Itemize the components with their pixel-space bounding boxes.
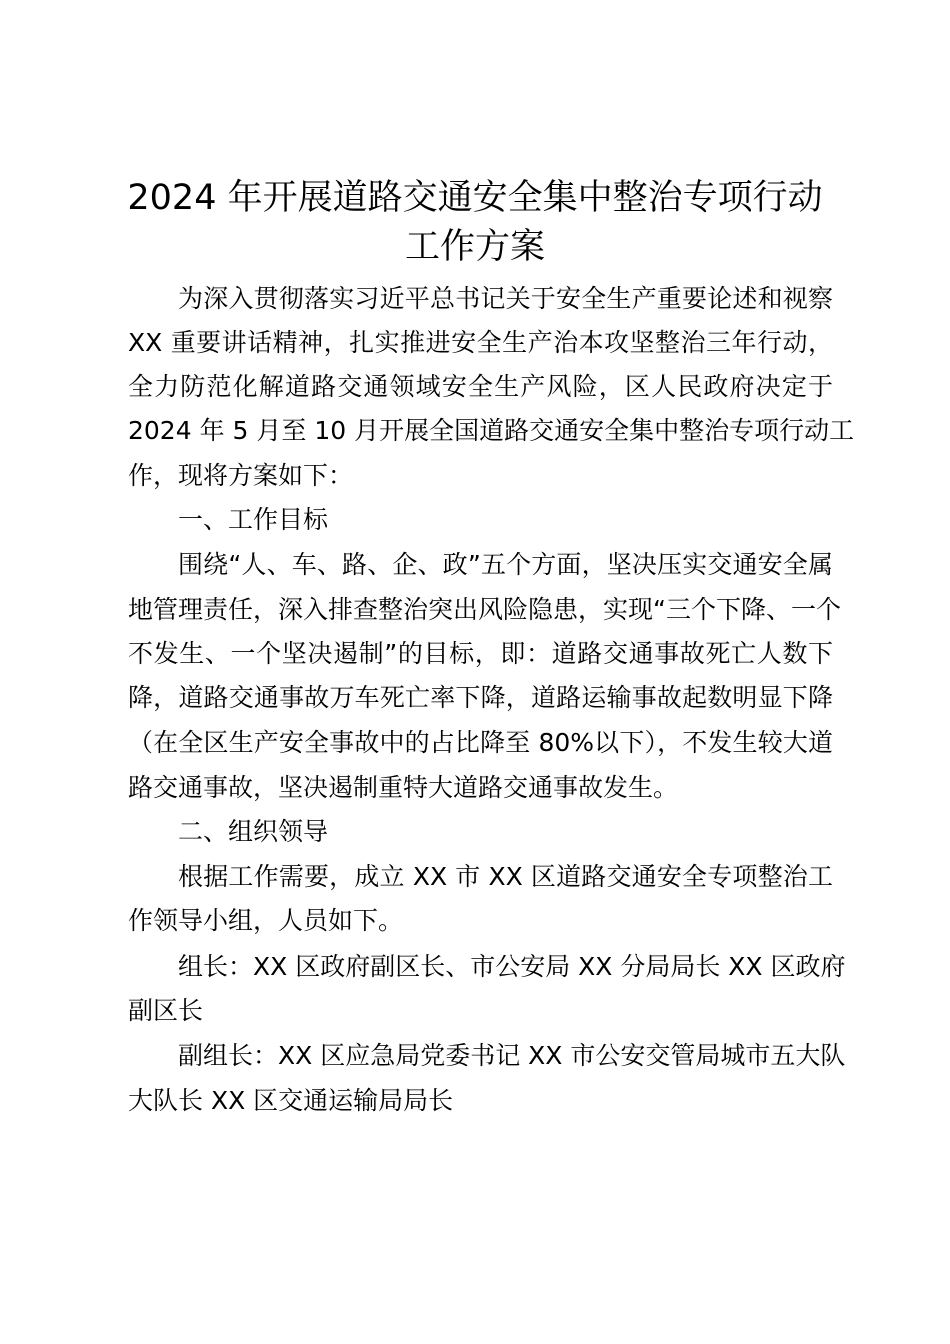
paragraph-goal-line: 不发生、一个坚决遏制”的目标，即：道路交通事故死亡人数下 [128,639,833,668]
paragraph-goal-line: 围绕“人、车、路、企、政”五个方面，坚决压实交通安全属 [178,550,833,579]
document-title-line-1: 2024 年开展道路交通安全集中整治专项行动 [127,178,823,218]
paragraph-intro-line: 为深入贯彻落实习近平总书记关于安全生产重要论述和视察 [178,284,833,313]
paragraph-intro-line: XX 重要讲话精神，扎实推进安全生产治本攻坚整治三年行动， [128,328,833,357]
paragraph-goal-line: 路交通事故，坚决遏制重特大道路交通事故发生。 [128,773,679,802]
paragraph-organization-line: 根据工作需要，成立 XX 市 XX 区道路交通安全专项整治工 [178,862,833,891]
paragraph-intro-line: 2024 年 5 月至 10 月开展全国道路交通安全集中整治专项行动工 [128,416,855,445]
paragraph-goal-line: 降，道路交通事故万车死亡率下降，道路运输事故起数明显下降 [128,683,833,712]
paragraph-goal-line: 地管理责任，深入排查整治突出风险隐患，实现“三个下降、一个 [128,595,841,624]
document-title-line-2: 工作方案 [404,227,545,267]
paragraph-goal-line: （在全区生产安全事故中的占比降至 80%以下），不发生较大道 [128,728,833,757]
section-heading-organization: 二、组织领导 [178,817,329,846]
paragraph-deputy-leader-line: 大队长 XX 区交通运输局局长 [128,1086,454,1115]
paragraph-intro-line: 全力防范化解道路交通领域安全生产风险，区人民政府决定于 [128,372,833,401]
section-heading-work-goal: 一、工作目标 [178,505,329,534]
paragraph-leader-line: 组长：XX 区政府副区长、市公安局 XX 分局局长 XX 区政府 [178,952,846,981]
paragraph-deputy-leader-line: 副组长：XX 区应急局党委书记 XX 市公安交管局城市五大队 [178,1041,846,1070]
paragraph-intro-line: 作，现将方案如下： [128,461,354,490]
paragraph-leader-line: 副区长 [128,996,204,1025]
paragraph-organization-line: 作领导小组，人员如下。 [128,906,404,935]
